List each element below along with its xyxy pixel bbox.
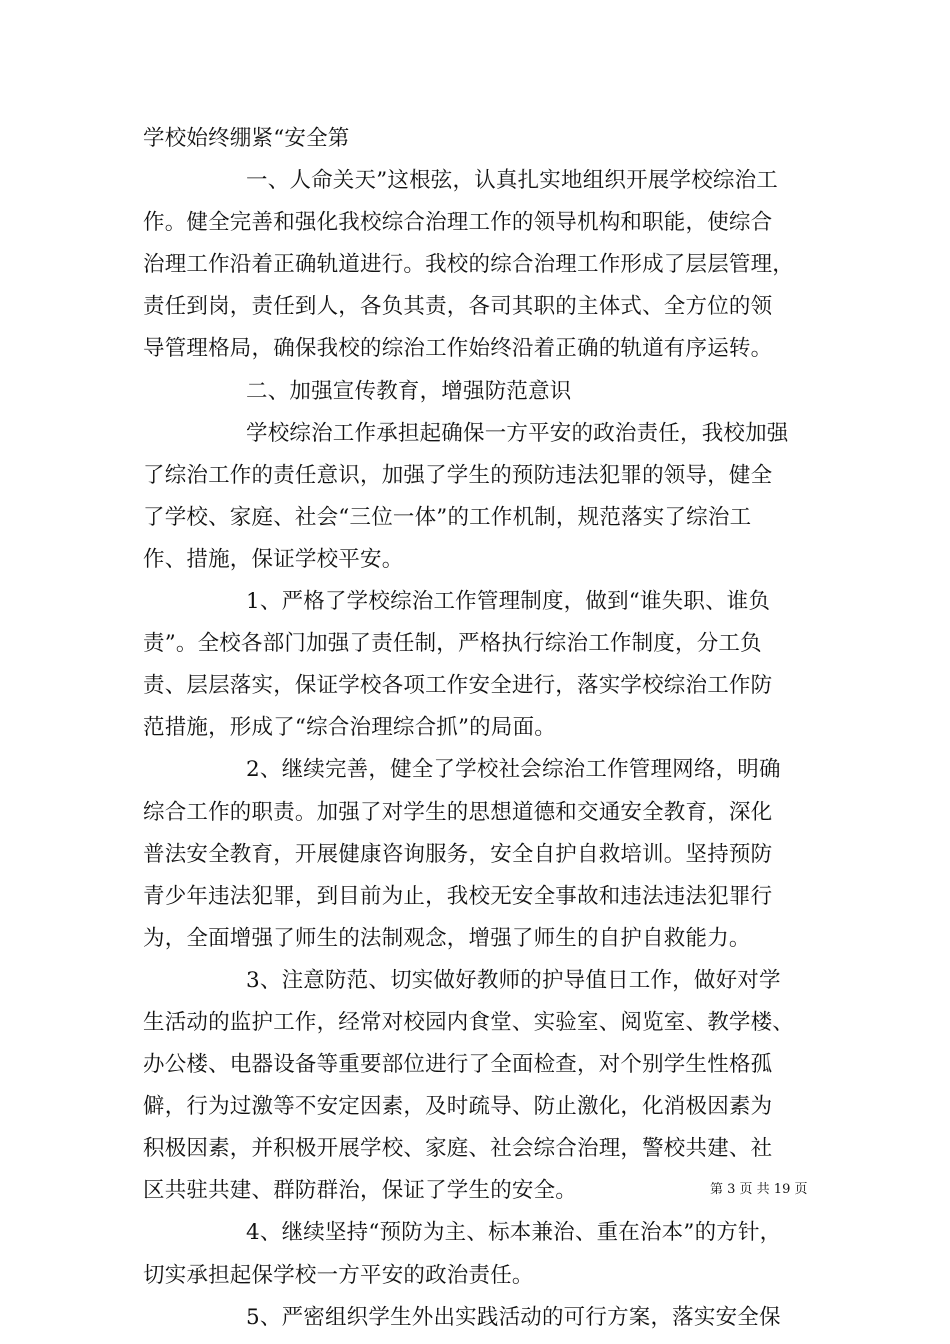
document-body: [143, 118, 811, 1339]
text-line: 积极因素，并积极开展学校、家庭、社会综合治理，警校共建、社: [143, 1136, 773, 1162]
page-number: 第 3 页 共 19 页: [710, 1182, 808, 1197]
text-line: 范措施，形成了“综合治理综合抓”的局面。: [143, 715, 556, 741]
text-line: 综合工作的职责。加强了对学生的思想道德和交通安全教育，深化: [143, 799, 773, 825]
text-line: 一、人命关天”这根弦，认真扎实地组织开展学校综治工: [246, 168, 778, 194]
text-line: 作、措施，保证学校平安。: [143, 546, 404, 572]
text-line: 责”。全校各部门加强了责任制，严格执行综治工作制度，分工负: [143, 631, 762, 657]
text-line: 学校始终绷紧“安全第: [143, 126, 350, 151]
text-line: 二、加强宣传教育，增强防范意识: [246, 378, 572, 404]
text-line: 3、注意防范、切实做好教师的护导值日工作，做好对学: [246, 967, 781, 993]
text-line: 普法安全教育，开展健康咨询服务，安全自护自救培训。坚持预防: [143, 841, 773, 867]
text-line: 生活动的监护工作，经常对校园内食堂、实验室、阅览室、教学楼、: [143, 1009, 795, 1035]
text-line: 青少年违法犯罪，到目前为止，我校无安全事故和违法违法犯罪行: [143, 883, 773, 909]
text-line: 了学校、家庭、社会“三位一体”的工作机制，规范落实了综治工: [143, 504, 752, 530]
text-line: 导管理格局，确保我校的综治工作始终沿着正确的轨道有序运转。: [143, 336, 773, 362]
text-line: 4、继续坚持“预防为主、标本兼治、重在治本”的方针，: [246, 1220, 782, 1246]
text-line: 作。健全完善和强化我校综合治理工作的领导机构和职能，使综合: [143, 210, 773, 236]
text-line: 责任到岗，责任到人，各负其责，各司其职的主体式、全方位的领: [143, 294, 773, 320]
text-line: 责、层层落实，保证学校各项工作安全进行，落实学校综治工作防: [143, 673, 773, 699]
text-line: 1、严格了学校综治工作管理制度，做到“谁失职、谁负: [246, 589, 771, 615]
text-line: 了综治工作的责任意识，加强了学生的预防违法犯罪的领导，健全: [143, 462, 773, 488]
text-line: 切实承担起保学校一方平安的政治责任。: [143, 1262, 534, 1288]
text-line: 2、继续完善，健全了学校社会综治工作管理网络，明确: [246, 757, 781, 783]
text-line: 学校综治工作承担起确保一方平安的政治责任，我校加强: [246, 420, 789, 446]
text-line: 治理工作沿着正确轨道进行。我校的综合治理工作形成了层层管理，: [143, 252, 795, 278]
text-line: 5、严密组织学生外出实践活动的可行方案，落实安全保: [246, 1304, 781, 1330]
text-line: 办公楼、电器设备等重要部位进行了全面检查，对个别学生性格孤: [143, 1052, 773, 1078]
text-line: 僻，行为过激等不安定因素，及时疏导、防止激化，化消极因素为: [143, 1094, 773, 1120]
text-line: 为，全面增强了师生的法制观念，增强了师生的自护自救能力。: [143, 925, 751, 951]
text-line: 区共驻共建、群防群治，保证了学生的安全。: [143, 1178, 578, 1204]
